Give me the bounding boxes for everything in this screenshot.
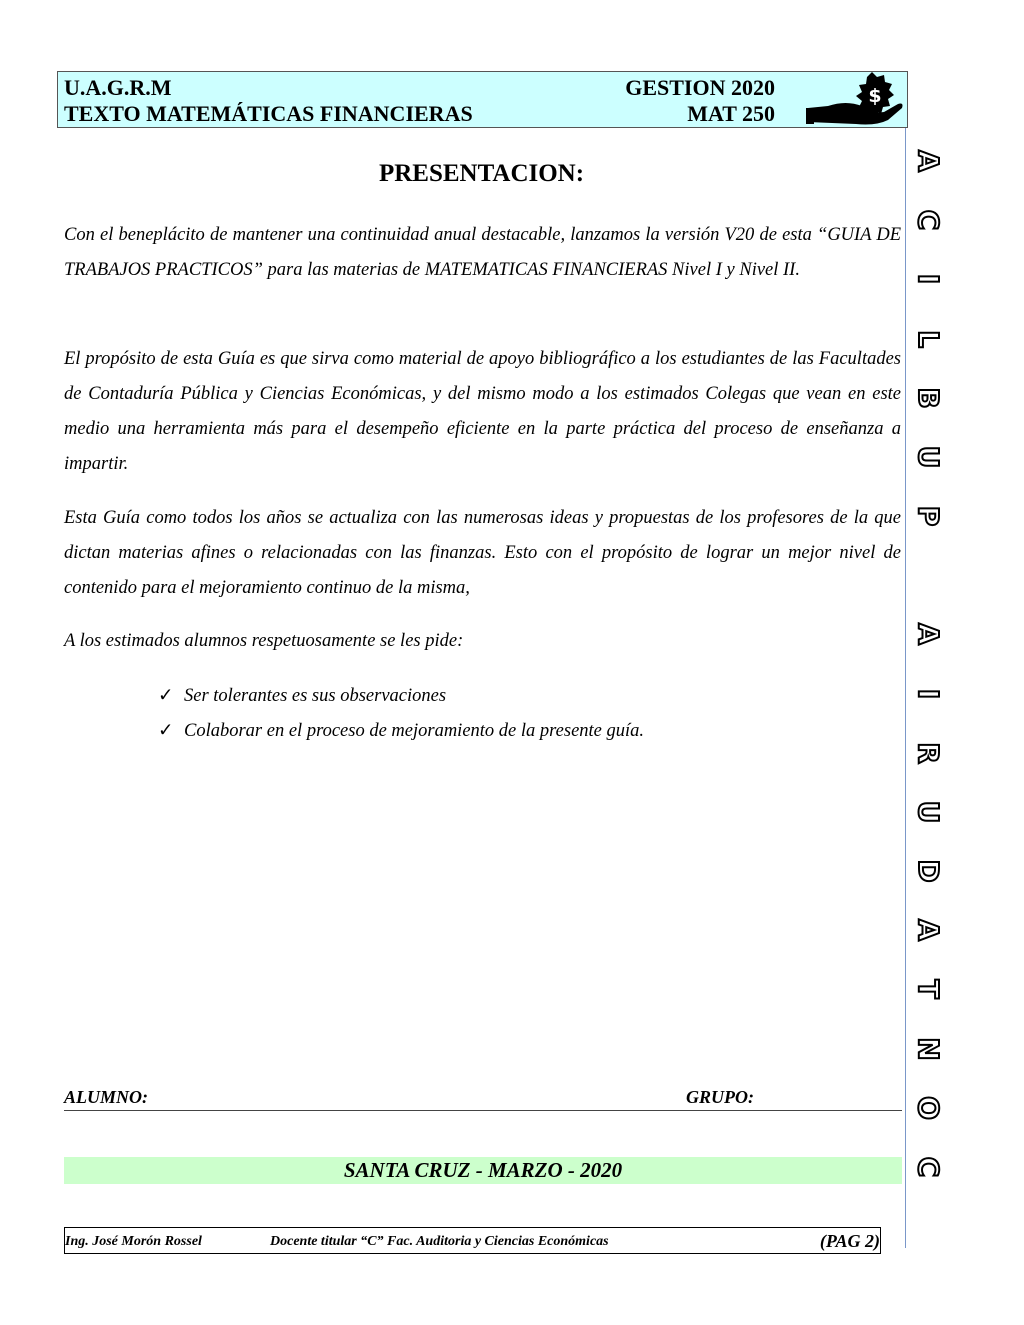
gestion-label: GESTION 2020	[625, 75, 775, 100]
side-letter: L	[912, 329, 945, 348]
field-underline	[64, 1110, 902, 1111]
city-date-banner: SANTA CRUZ - MARZO - 2020	[64, 1157, 902, 1184]
side-letter: A	[912, 919, 945, 941]
side-letter: A	[912, 623, 945, 646]
money-hand-icon	[806, 70, 906, 128]
student-label: ALUMNO:	[64, 1087, 148, 1107]
checklist-item	[158, 683, 446, 709]
side-letter: P	[912, 505, 945, 527]
side-letter: I	[912, 274, 945, 285]
course-code: MAT 250	[687, 101, 775, 126]
paragraph-1: Con el beneplácito de mantener una continuidad anual destacable, lanzamos la versión V20 de esta “GUIA DE TRABAJOS PRACTICOS” para las materias de MATEMATICAS FINANCIERAS Nivel I y Nivel II.	[64, 225, 901, 280]
institution-name: U.A.G.R.M	[64, 75, 172, 100]
document-title: TEXTO MATEMÁTICAS FINANCIERAS	[64, 101, 473, 126]
group-label: GRUPO:	[686, 1087, 754, 1107]
footer-box	[64, 1227, 881, 1254]
side-divider	[905, 128, 906, 1248]
checklist-text: Ser tolerantes es sus observaciones	[184, 686, 447, 706]
side-letter: O	[912, 1095, 945, 1120]
checklist-text: Colaborar en el proceso de mejoramiento de la presente guía.	[184, 721, 645, 741]
paragraph-3: Esta Guía como todos los años se actualiza con las numerosas ideas y propuestas de los profesores de la que dictan materias afines o relacionadas con las finanzas. Esto con el propósito de lograr un mejor nivel de contenido para el mejoramiento continuo de la misma,	[64, 508, 901, 598]
side-letter: A	[912, 150, 945, 172]
paragraph-2: El propósito de esta Guía es que sirva como material de apoyo bibliográfico a los estudiantes de las Facultades de Contaduría Pública y Ciencias Económicas, y del mismo modo a los estimados Colegas que vean en este medio una herramienta más para el desempeño eficiente en la parte práctica del proceso de enseñanza a impartir.	[64, 349, 901, 474]
side-letter: I	[912, 688, 945, 699]
side-letter: N	[912, 1036, 945, 1061]
svg-text:$: $	[868, 85, 882, 107]
side-letter: B	[912, 386, 945, 409]
side-letter: C	[912, 1156, 945, 1178]
page-title: PRESENTACION:	[378, 160, 585, 187]
side-letter: U	[912, 800, 945, 824]
side-letter: C	[912, 209, 945, 231]
side-letter: T	[912, 979, 945, 999]
side-letter: U	[912, 445, 945, 469]
side-letter	[907, 554, 949, 596]
page-number: (PAG 2)	[819, 1231, 880, 1251]
paragraph-4: A los estimados alumnos respetuosamente se les pide:	[64, 631, 464, 651]
side-letter: D	[912, 859, 945, 883]
checklist-item	[158, 718, 644, 744]
author-name: Ing. José Morón Rossel	[65, 1234, 202, 1249]
author-position: Docente titular “C” Fac. Auditoria y Ciencias Económicas	[270, 1234, 609, 1249]
checkmark-icon: ✓	[158, 721, 174, 741]
checkmark-icon: ✓	[158, 686, 174, 706]
side-letter: R	[912, 741, 945, 764]
